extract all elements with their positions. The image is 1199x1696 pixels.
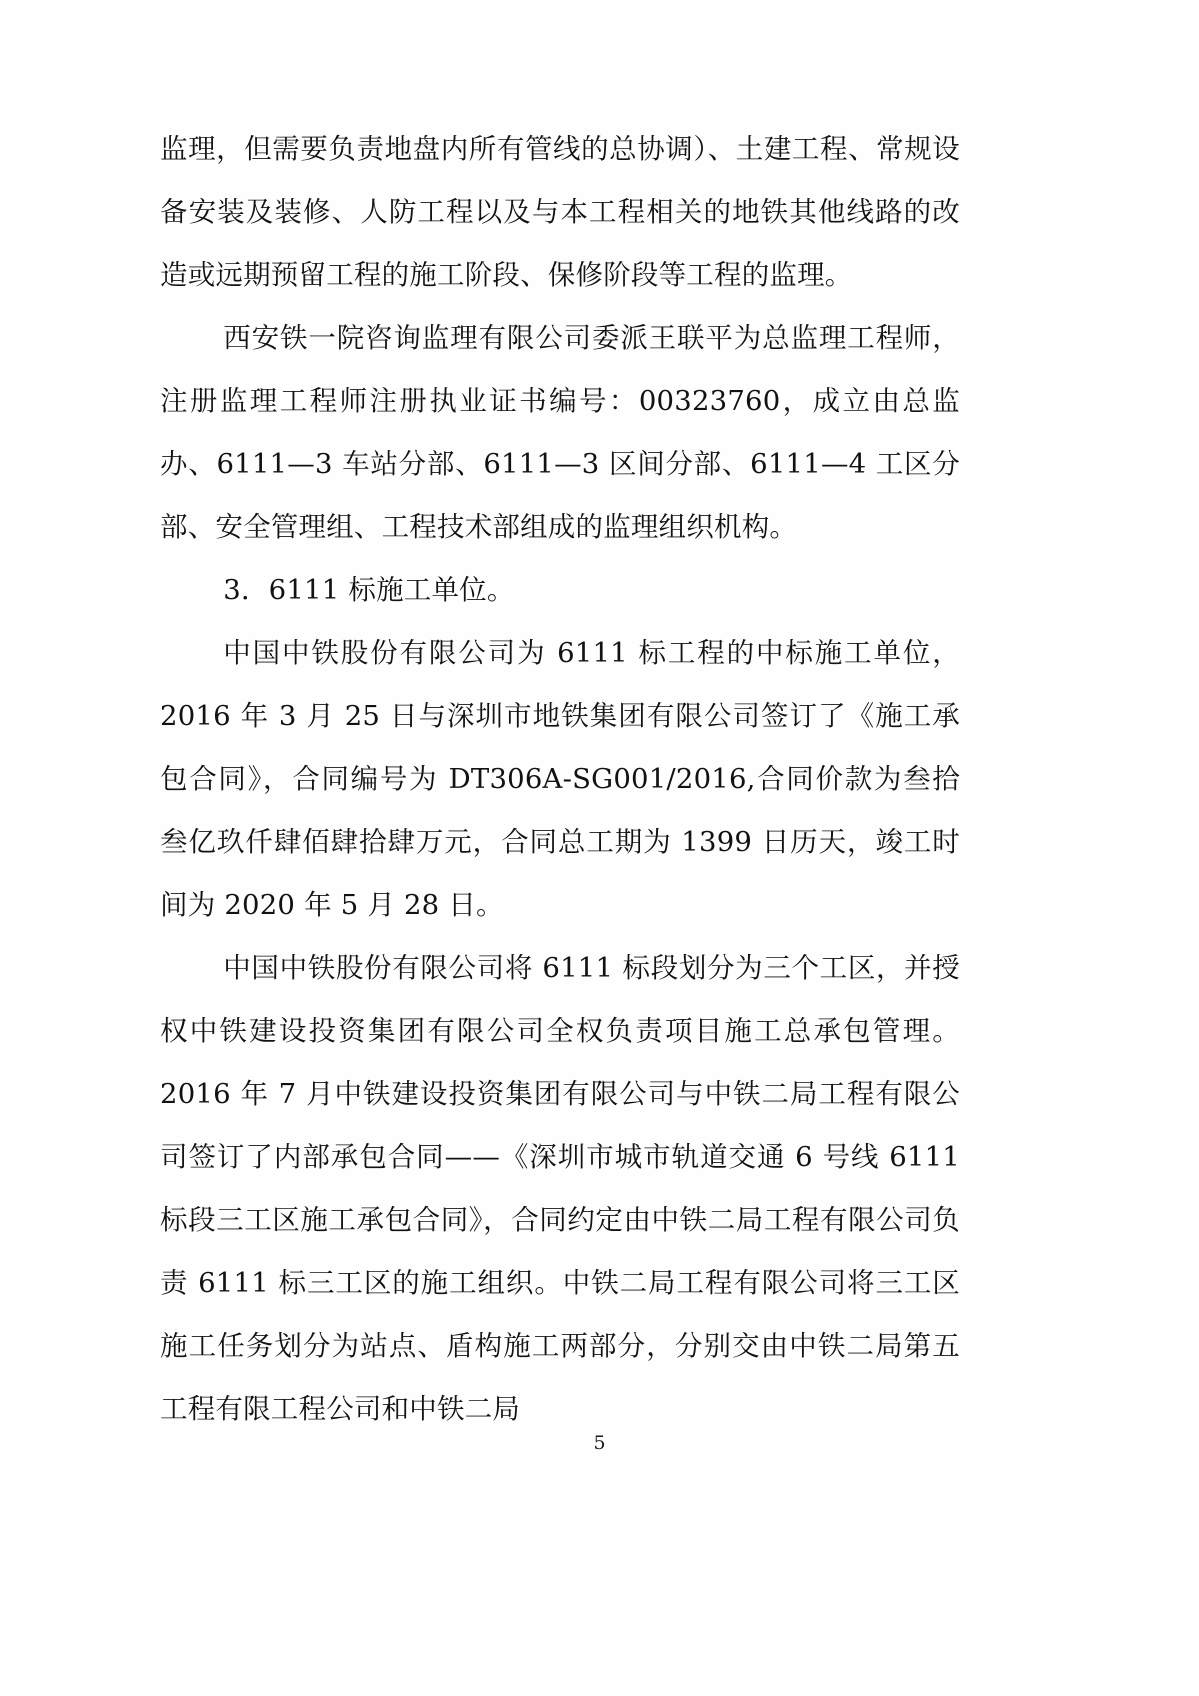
paragraph-3-heading: 3．6111 标施工单位。: [223, 574, 515, 606]
paragraph-5: 中国中铁股份有限公司将 6111 标段划分为三个工区，并授权中铁建设投资集团有限公司全权负责项目施工总承包管理。2016 年 7 月中铁建设投资集团有限公司与中铁二局工程有限公司签订了内部承包合同——《深圳市城市轨道交通 6 号线 6111 标段三工区施工承包合同》，合同约定由中铁二局工程有限公司负责 6111 标三工区的施工组织。中铁二局工程有限公司将三工区施工任务划分为站点、盾构施工两部分，分别交由中铁二局第五工程有限工程公司和中铁二局: [160, 952, 960, 1425]
paragraph-4: 中国中铁股份有限公司为 6111 标工程的中标施工单位，2016 年 3 月 25 日与深圳市地铁集团有限公司签订了《施工承包合同》，合同编号为 DT306A-SG001/2016,合同价款为叁拾叁亿玖仟肆佰肆拾肆万元，合同总工期为 1399 日历天，竣工时间为 2020 年 5 月 28 日。: [160, 637, 960, 921]
paragraph-2: 西安铁一院咨询监理有限公司委派王联平为总监理工程师，注册监理工程师注册执业证书编号：00323760，成立由总监办、6111—3 车站分部、6111—3 区间分部、6111—4 工区分部、安全管理组、工程技术部组成的监理组织机构。: [160, 322, 960, 543]
document-body: [160, 118, 960, 1441]
page-number: 5: [593, 1432, 606, 1454]
paragraph-1: 监理，但需要负责地盘内所有管线的总协调）、土建工程、常规设备安装及装修、人防工程以及与本工程相关的地铁其他线路的改造或远期预留工程的施工阶段、保修阶段等工程的监理。: [160, 133, 960, 291]
